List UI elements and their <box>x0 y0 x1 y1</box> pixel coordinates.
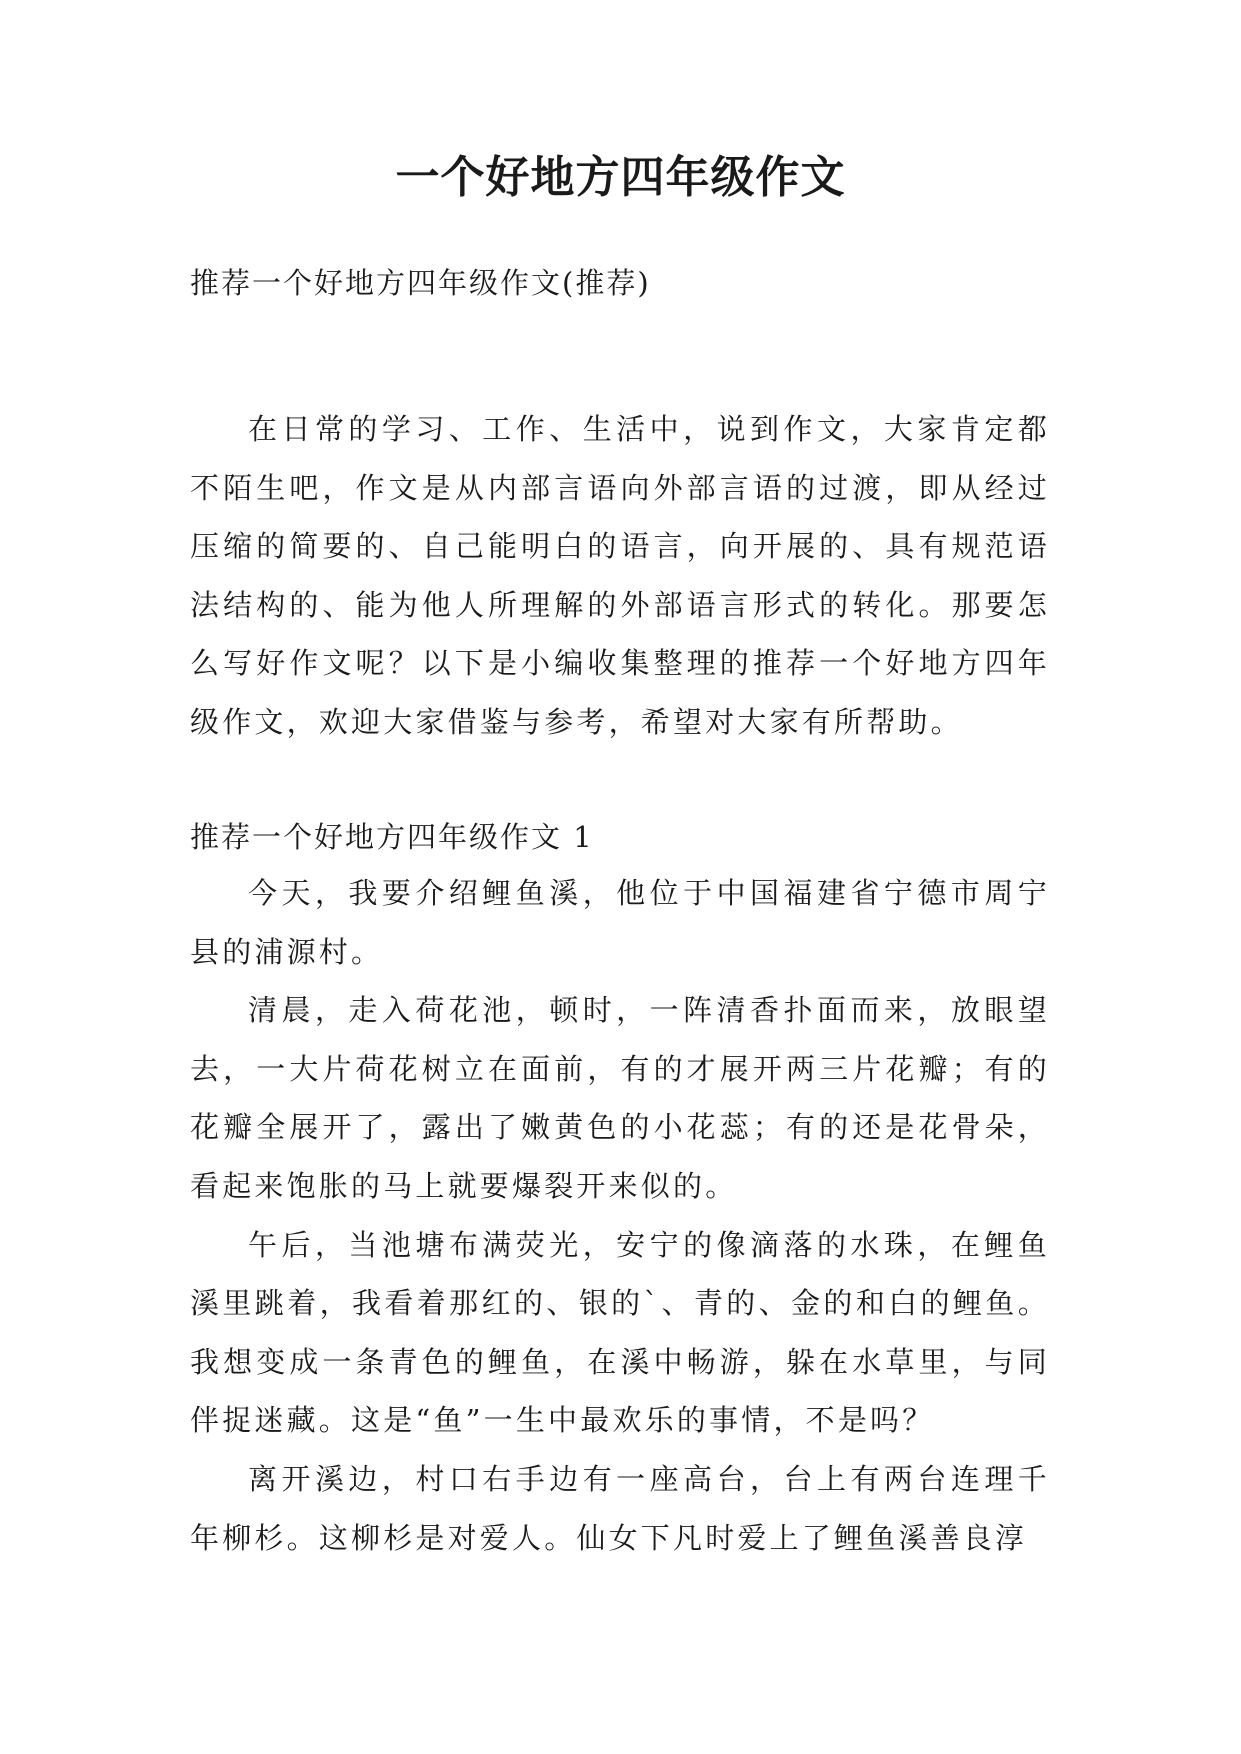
intro-paragraph: 在日常的学习、工作、生活中，说到作文，大家肯定都不陌生吧，作文是从内部言语向外部言语的过渡，即从经过压缩的简要的、自己能明白的语言，向开展的、具有规范语法结构的、能为他人所理解的外部语言形式的转化。那要怎么写好作文呢？以下是小编收集整理的推荐一个好地方四年级作文，欢迎大家借鉴与参考，希望对大家有所帮助。 <box>190 412 1050 739</box>
essay-paragraph-4: 离开溪边，村口右手边有一座高台，台上有两台连理千年柳杉。这柳杉是对爱人。仙女下凡时爱上了鲤鱼溪善良淳 <box>190 1461 1050 1555</box>
document-title: 一个好地方四年级作文 <box>395 152 846 203</box>
document-subtitle: 推荐一个好地方四年级作文(推荐) <box>190 266 651 300</box>
essay-paragraph-3: 午后，当池塘布满荧光，安宁的像滴落的水珠，在鲤鱼溪里跳着，我看着那红的、银的`、青的、金的和白的鲤鱼。我想变成一条青色的鲤鱼，在溪中畅游，躲在水草里，与同伴捉迷藏。这是“鱼”一生中最欢乐的事情，不是吗？ <box>190 1227 1050 1438</box>
essay-paragraph-2: 清晨，走入荷花池，顿时，一阵清香扑面而来，放眼望去，一大片荷花树立在面前，有的才展开两三片花瓣；有的花瓣全展开了，露出了嫩黄色的小花蕊；有的还是花骨朵，看起来饱胀的马上就要爆裂开来似的。 <box>190 993 1050 1203</box>
intro-section <box>190 400 1050 752</box>
essay-body <box>190 864 1050 1567</box>
section-heading: 推荐一个好地方四年级作文 1 <box>190 820 594 854</box>
essay-paragraph-1: 今天，我要介绍鲤鱼溪，他位于中国福建省宁德市周宁县的浦源村。 <box>190 876 1050 969</box>
